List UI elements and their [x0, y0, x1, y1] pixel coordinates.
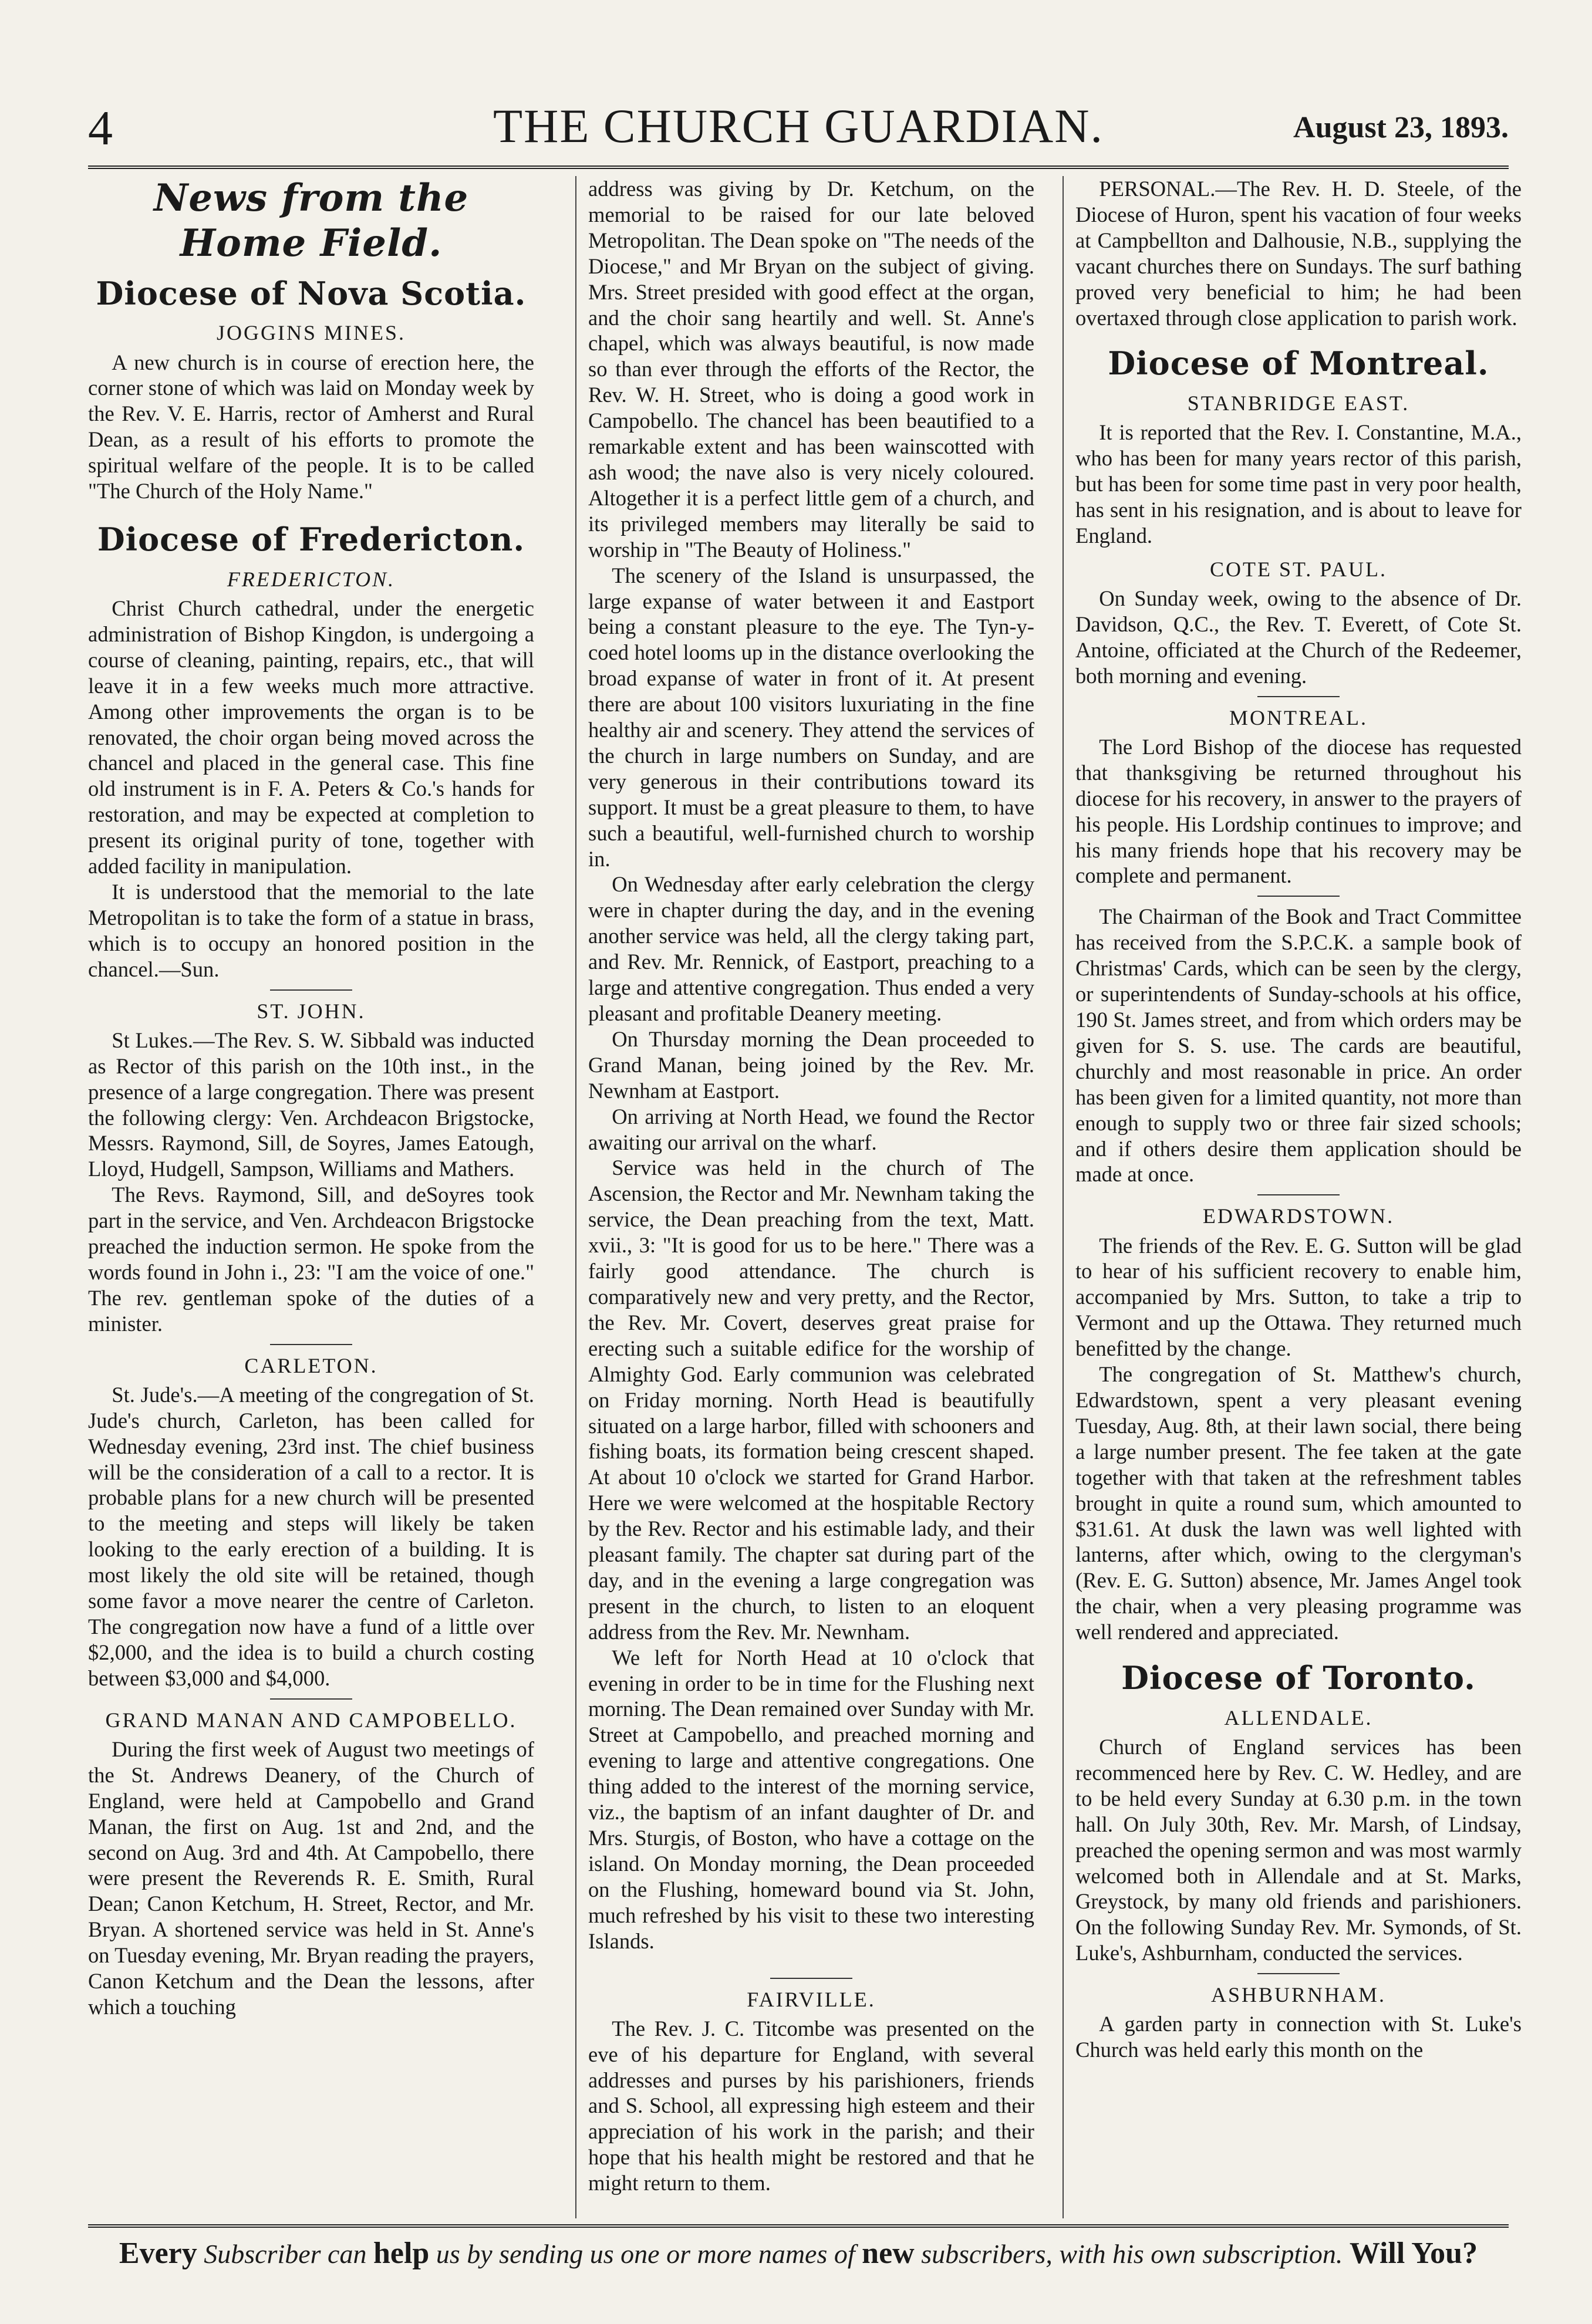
place-heading: ALLENDALE. [1224, 1705, 1373, 1730]
place-heading: STANBRIDGE EAST. [1187, 391, 1410, 416]
footer-text-3: subscribers, with his own subscription. [914, 2239, 1350, 2269]
footer-text-2: us by sending us one or more names of [429, 2239, 862, 2269]
column-2 [575, 176, 1034, 2218]
article-paragraph: On Wednesday after early celebration the clergy were in chapter during the day, and in the evening another service was held, all the clergy taking part, and Rev. Mr. Rennick, of Eastport, preaching to a large and attentive congregation. Thus ended a very pleasant and profitable Deanery meeting. [588, 872, 1034, 1025]
diocese-heading: Diocese of Toronto. [1121, 1659, 1476, 1697]
divider [1257, 696, 1340, 697]
article-paragraph: The Chairman of the Book and Tract Committee has received from the S.P.C.K. a sample book of Christmas' Cards, which can be seen by the clergy, or superintendents of Sunday-schools at his office, 190 St. James street, and from which orders may be given for S. S. use. The cards are beautiful, churchly and most reasonable in price. An order has been given for a limited quantity, not more than enough to supply two or three fair sized schools; and if others desire them application should be made at once. [1075, 904, 1522, 1187]
article-paragraph: It is reported that the Rev. I. Constantine, M.A., who has been for many years rector of this parish, but has been for some time past in very poor health, has sent in his resignation, and is about to leave for England. [1075, 420, 1522, 548]
article-paragraph: PERSONAL.—The Rev. H. D. Steele, of the Diocese of Huron, spent his vacation of four weeks at Campbellton and Dalhousie, N.B., supplying the vacant churches there on Sundays. The surf bathing proved very beneficial to him; he had been overtaxed through close application to parish work. [1075, 177, 1522, 330]
article-paragraph: address was giving by Dr. Ketchum, on the memorial to be raised for our late beloved Metropolitan. The Dean spoke on "The needs of the Diocese," and Mr Bryan on the subject of giving. Mrs. Street presided with good effect at the organ, and the choir sang heartily and well. St. Anne's chapel, which was always beautiful, is now made so than ever through the efforts of the Rector, the Rev. W. H. Street, who is doing a good work in Campobello. The chancel has been beautified to a remarkable extent and has been wainscotted with ash wood; the nave also is very nicely coloured. Altogether it is a perfect little gem of a church, and its privileged members may literally be said to worship in "The Beauty of Holiness." [588, 177, 1034, 562]
footer-rule [88, 2224, 1509, 2228]
article-paragraph: The Rev. J. C. Titcombe was presented on the eve of his departure for England, with several addresses and purses by his parishioners, friends and S. School, all expressing high esteem and their appreciation of his work in the parish; and their hope that his health might be restored and that he might return to them. [588, 2016, 1034, 2195]
issue-date: August 23, 1893. [1293, 111, 1509, 144]
place-heading: MONTREAL. [1229, 705, 1368, 729]
masthead-rule [88, 165, 1509, 169]
article-paragraph: The scenery of the Island is unsurpassed, the large expanse of water between it and Eastport being a constant pleasure to the eye. The Tyn-y-coed hotel looms up in the distance overlooking the broad expanse of water in front of it. At present there are about 100 visitors luxuriating in the fine healthy air and scenery. They attend the services of the church in large numbers on Sunday, and are very generous in their contributions toward its support. It must be a great pleasure to them, to have such a beautiful, well-furnished church to worship in. [588, 563, 1034, 871]
section-title: News from the Home Field. [153, 176, 469, 265]
article-paragraph: We left for North Head at 10 o'clock that evening in order to be in time for the Flushing next morning. The Dean remained over Sunday with Mr. Street at Campobello, and preached morning and evening to large and attentive congregations. One thing added to the interest of the morning service, viz., the baptism of an infant daughter of Dr. and Mrs. Sturgis, of Boston, who have a cottage on the island. On Monday morning, the Dean proceeded on the Flushing, homeward bound via St. John, much refreshed by his visit to these two interesting Islands. [588, 1645, 1034, 1953]
article-paragraph: A new church is in course of erection here, the corner stone of which was laid on Monday week by the Rev. V. E. Harris, rector of Amherst and Rural Dean, as a result of his efforts to promote the spiritual welfare of the people. It is to be called "The Church of the Holy Name." [88, 350, 534, 504]
article-paragraph: The Lord Bishop of the diocese has requested that thanksgiving be returned throughout his diocese for his recovery, in answer to the prayers of his people. His Lordship continues to improve; and his many friends hope that his recovery may be complete and permanent. [1075, 734, 1522, 888]
diocese-heading: Diocese of Nova Scotia. [96, 274, 527, 312]
place-heading: FAIRVILLE. [747, 1987, 876, 2011]
footer-text-1: Subscriber can [197, 2239, 373, 2269]
footer-will-you: Will You? [1349, 2237, 1478, 2270]
diocese-heading: Diocese of Montreal. [1108, 344, 1489, 383]
article-paragraph: On Thursday morning the Dean proceeded to Grand Manan, being joined by the Rev. Mr. Newnham at Eastport. [588, 1026, 1034, 1103]
place-heading: FREDERICTON. [227, 567, 396, 591]
place-heading: GRAND MANAN AND CAMPOBELLO. [105, 1708, 517, 1732]
article-paragraph: On arriving at North Head, we found the Rector awaiting our arrival on the wharf. [588, 1104, 1034, 1154]
divider [1257, 1194, 1340, 1195]
article-paragraph: Christ Church cathedral, under the energetic administration of Bishop Kingdon, is undergoing a course of cleaning, painting, repairs, etc., that will leave it in a few weeks much more attractive. Among other improvements the organ is to be renovated, the choir organ being moved across the chancel and placed in the general case. This fine old instrument is in F. A. Peters & Co.'s hands for restoration, and may be expected at completion to present its original purity of tone, together with added facility in manipulation. [88, 596, 534, 879]
place-heading: JOGGINS MINES. [216, 321, 406, 345]
article-paragraph: St Lukes.—The Rev. S. W. Sibbald was inducted as Rector of this parish on the 10th inst., in the presence of a large congregation. There was present the following clergy: Ven. Archdeacon Brigstocke, Messrs. Raymond, Sill, de Soyres, James Eatough, Lloyd, Hudgell, Sampson, Williams and Mathers. [88, 1028, 534, 1181]
page-number: 4 [88, 101, 113, 156]
divider [270, 1698, 352, 1700]
article-paragraph: The friends of the Rev. E. G. Sutton will be glad to hear of his sufficient recovery to enable him, accompanied by Mrs. Sutton, to take a trip to Vermont and up the Ottawa. They returned much benefitted by the change. [1075, 1233, 1522, 1361]
newspaper-title: THE CHURCH GUARDIAN. [493, 99, 1104, 153]
divider [270, 1344, 352, 1345]
place-heading: CARLETON. [244, 1353, 378, 1377]
subscription-appeal [88, 2236, 1509, 2271]
divider [1257, 1973, 1340, 1974]
column-3 [1063, 176, 1522, 2218]
article-paragraph: St. Jude's.—A meeting of the congregation of St. Jude's church, Carleton, has been called for Wednesday evening, 23rd inst. The chief business will be the consideration of a call to a rector. It is probable plans for a new church will be presented to the meeting and steps will likely be taken looking to the early erection of a building. It is most likely the old site will be retained, though some favor a move nearer the centre of Carleton. The congregation now have a fund of a little over $2,000, and the idea is to build a church costing between $3,000 and $4,000. [88, 1382, 534, 1690]
divider [270, 989, 352, 991]
article-paragraph: On Sunday week, owing to the absence of Dr. Davidson, Q.C., the Rev. T. Everett, of Cote St. Antoine, officiated at the Church of the Redeemer, both morning and evening. [1075, 586, 1522, 688]
article-paragraph: Church of England services has been recommenced here by Rev. C. W. Hedley, and are to be held every Sunday at 6.30 p.m. in the town hall. On July 30th, Rev. Mr. Marsh, of Lindsay, preached the opening sermon and was most warmly welcomed both in Allendale and at St. Marks, Greystock, by many old friends and parishioners. On the following Sunday Rev. Mr. Symonds, of St. Luke's, Ashburnham, conducted the services. [1075, 1735, 1522, 1965]
place-heading: COTE ST. PAUL. [1209, 557, 1388, 581]
article-paragraph: Service was held in the church of The Ascension, the Rector and Mr. Newnham taking the service, the Dean preaching from the text, Matt. xvii., 3: "It is good for us to be here." There was a fairly good attendance. The church is comparatively new and very pretty, and the Rector, the Rev. Mr. Covert, deserves great praise for erecting such a suitable edifice for the worship of Almighty God. Early communion was celebrated on Friday morning. North Head is beautifully situated on a large harbor, filled with schooners and fishing boats, its formation being crescent shaped. At about 10 o'clock we started for Grand Harbor. Here we were welcomed at the hospitable Rectory by the Rev. Rector and his estimable lady, and their pleasant family. The chapter sat during part of the day, and in the evening a large congregation was present in the church, to listen to an eloquent address from the Rev. Mr. Newnham. [588, 1156, 1034, 1644]
article-paragraph: The congregation of St. Matthew's church, Edwardstown, spent a very pleasant evening Tuesday, Aug. 8th, at their lawn social, there being a large number present. The fee taken at the gate together with that taken at the refreshment tables brought in quite a round sum, which amounted to $31.61. At dusk the lawn was well lighted with lanterns, after which, owing to the clergyman's (Rev. E. G. Sutton) absence, Mr. James Angel took the chair, when a very pleasing programme was well rendered and appreciated. [1075, 1362, 1522, 1644]
diocese-heading: Diocese of Fredericton. [97, 521, 525, 559]
masthead [88, 88, 1509, 158]
column-1 [88, 176, 534, 2218]
place-heading: ST. JOHN. [257, 999, 366, 1023]
footer-help: help [373, 2237, 430, 2270]
footer-every: Every [119, 2237, 197, 2270]
footer-new: new [862, 2237, 915, 2270]
place-heading: ASHBURNHAM. [1210, 1983, 1387, 2007]
article-paragraph: A garden party in connection with St. Luke's Church was held early this month on the [1075, 2012, 1522, 2062]
article-paragraph: During the first week of August two meetings of the St. Andrews Deanery, of the Church of England, were held at Campobello and Grand Manan, the first on Aug. 1st and 2nd, and the second on Aug. 3rd and 4th. At Campobello, there were present the Reverends R. E. Smith, Rural Dean; Canon Ketchum, H. Street, Rector, and Mr. Bryan. A shortened service was held in St. Anne's on Tuesday evening, Mr. Bryan reading the prayers, Canon Ketchum and the Dean the lessons, after which a touching [88, 1737, 534, 2019]
article-paragraph: The Revs. Raymond, Sill, and deSoyres took part in the service, and Ven. Archdeacon Brigstocke preached the induction sermon. He spoke from the words found in John i., 23: "I am the voice of one." The rev. gentleman spoke of the duties of a minister. [88, 1183, 534, 1336]
place-heading: EDWARDSTOWN. [1202, 1204, 1395, 1228]
article-paragraph: It is understood that the memorial to the late Metropolitan is to take the form of a statue in brass, which is to occupy an honored position in the chancel.—Sun. [88, 879, 534, 981]
divider [770, 1978, 852, 1979]
divider [1257, 896, 1340, 897]
